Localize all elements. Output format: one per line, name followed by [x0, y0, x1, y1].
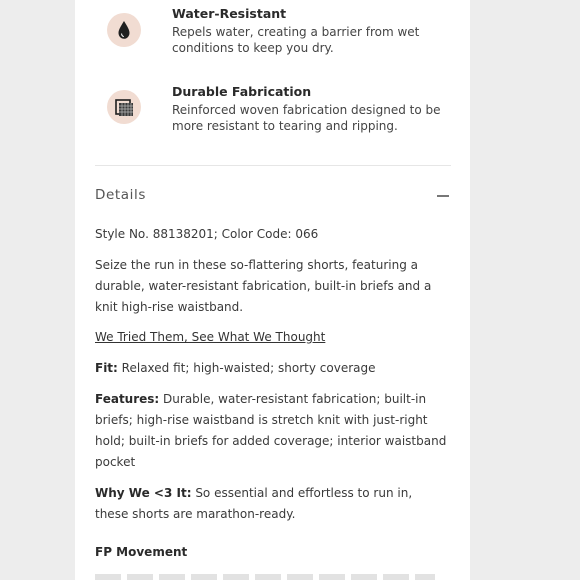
collapse-minus-icon[interactable] [435, 187, 451, 205]
fit-label: Fit: [95, 361, 118, 375]
woven-fabric-icon [107, 90, 141, 124]
features-label: Features: [95, 392, 160, 406]
fit-value: Relaxed fit; high-waisted; shorty coverage [117, 361, 376, 375]
details-accordion-header[interactable] [95, 187, 451, 207]
review-link-row [95, 327, 447, 348]
water-drop-icon [107, 13, 141, 47]
feature-description: Reinforced woven fabrication designed to be more resistant to tearing and ripping. [172, 103, 441, 133]
fit-row [95, 358, 447, 379]
feature-title: Durable Fabrication [172, 84, 312, 99]
style-number: Style No. 88138201; Color Code: 066 [95, 227, 319, 241]
details-title: Details [95, 187, 147, 203]
truncated-text-line [95, 574, 435, 580]
fp-movement-title: FP Movement [95, 545, 188, 559]
feature-title: Water-Resistant [172, 6, 287, 21]
feature-description: Repels water, creating a barrier from wet conditions to keep you dry. [172, 25, 420, 55]
features-row [95, 389, 447, 473]
review-link[interactable]: We Tried Them, See What We Thought [95, 330, 326, 344]
why-label: Why We <3 It: [95, 486, 192, 500]
features-value: Durable, water-resistant fabrication; built-in briefs; high-rise waistband is stretch knit with just-right hold; built-in briefs for added coverage; interior waistband pocket [95, 392, 447, 469]
section-divider [95, 165, 451, 166]
product-description: Seize the run in these so-flattering shorts, featuring a durable, water-resistant fabrication, built-in briefs and a knit high-rise waistband. [95, 258, 432, 314]
product-details-panel [75, 0, 470, 580]
why-we-love-row [95, 483, 447, 525]
why-value: So essential and effortless to run in, these shorts are marathon-ready. [95, 486, 413, 521]
